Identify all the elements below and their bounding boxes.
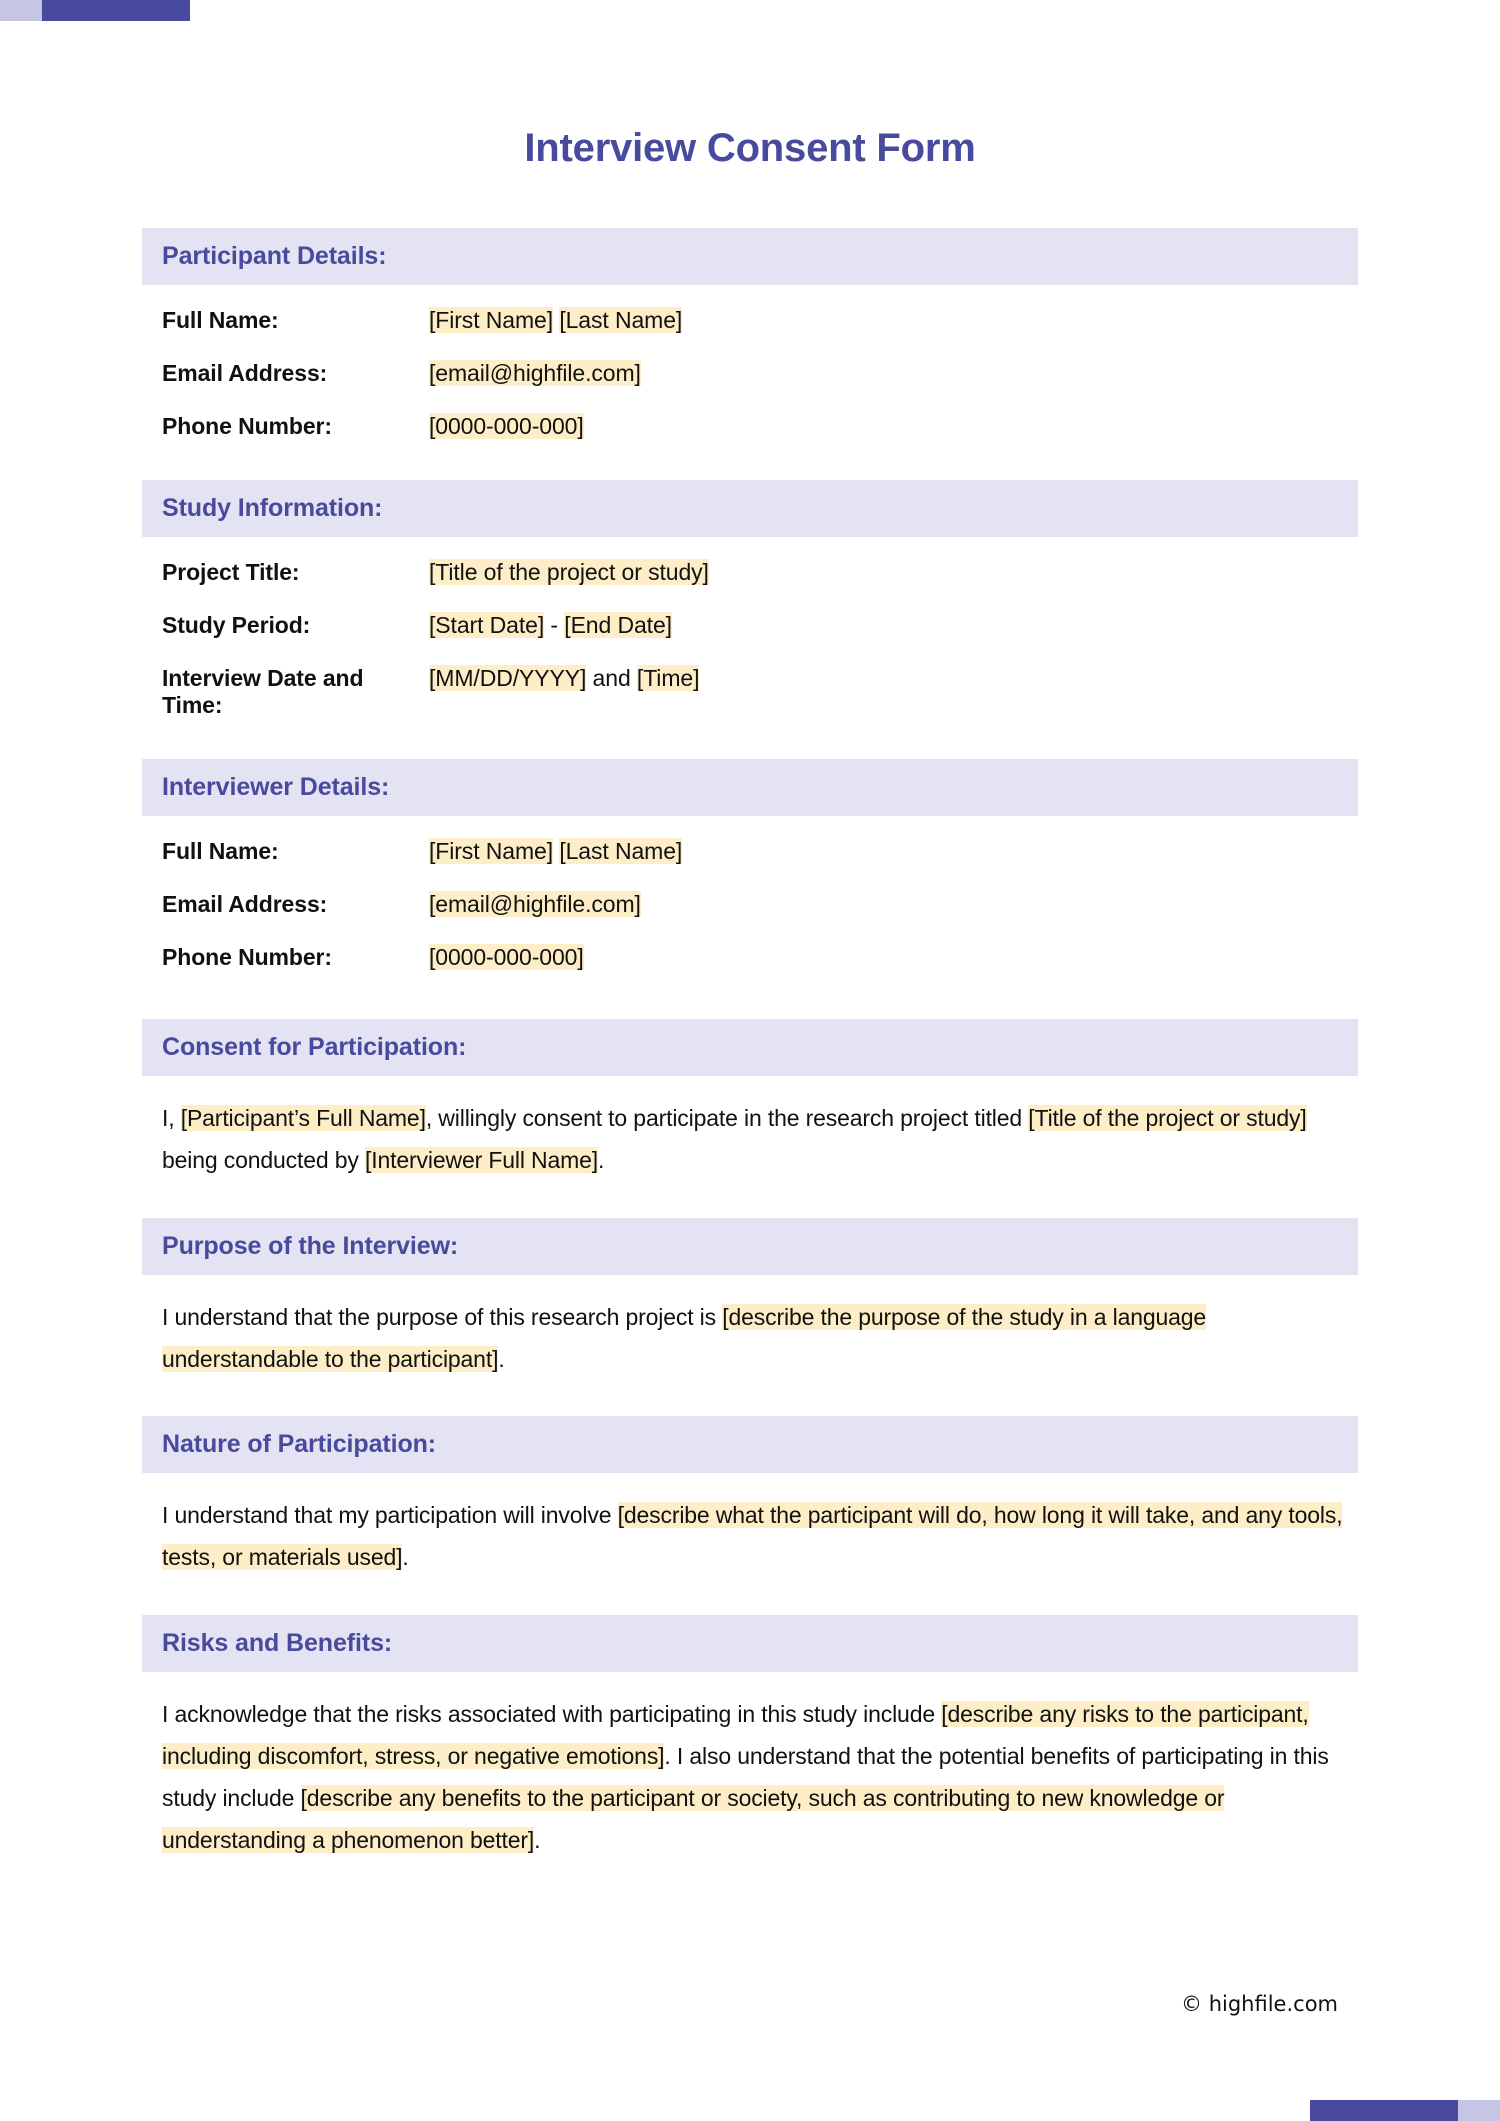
field-value[interactable]: [429, 559, 709, 586]
text-run: .: [498, 1345, 505, 1372]
section-paragraph-consent-for-participation[interactable]: [142, 1076, 1358, 1188]
corner-decoration-top-left-light: [0, 0, 42, 21]
placeholder-highlight: [Title of the project or study]: [429, 559, 709, 585]
placeholder-highlight: [Last Name]: [559, 307, 683, 333]
section-header-nature-of-participation: [142, 1416, 1358, 1473]
text-run: , willingly consent to participate in the research project titled: [425, 1105, 1029, 1131]
section-heading-label: Purpose of the Interview:: [162, 1231, 459, 1260]
section-header-purpose-of-the-interview: [142, 1218, 1358, 1275]
section-spacer: [142, 1188, 1358, 1218]
field-row: [162, 838, 1358, 865]
text-run: .: [402, 1544, 409, 1571]
text-run: and: [586, 665, 637, 691]
section-heading-label: Risks and Benefits:: [162, 1629, 393, 1658]
section-heading-label: Nature of Participation:: [162, 1430, 437, 1459]
field-label: Interview Date and Time:: [162, 665, 364, 718]
corner-decoration-bottom-right-light: [1458, 2100, 1500, 2121]
placeholder-highlight: [describe what the participant will do, how long it will take, and any tools, tests, or materials used]: [162, 1502, 1343, 1571]
field-label: Phone Number:: [162, 944, 332, 970]
section-header-consent-for-participation: [142, 1019, 1358, 1076]
footer-credit: © highfile.com: [1181, 1992, 1338, 2016]
text-run: . I also understand that the potential benefits of participating in this study include: [162, 1743, 1329, 1811]
section-spacer: [142, 737, 1358, 759]
field-row: [162, 307, 1358, 334]
placeholder-highlight: [First Name]: [429, 307, 554, 333]
field-value[interactable]: [429, 891, 641, 918]
placeholder-highlight: [describe any risks to the participant, including discomfort, stress, or negative emotions]: [162, 1701, 1309, 1770]
placeholder-highlight: [email@highfile.com]: [429, 891, 641, 917]
field-value[interactable]: [429, 665, 699, 692]
text-run: I understand that my participation will involve: [162, 1502, 618, 1529]
field-row: [162, 891, 1358, 918]
section-header-study-information: [142, 480, 1358, 537]
field-label: Full Name:: [162, 838, 279, 864]
placeholder-highlight: [Participant’s Full Name]: [180, 1105, 426, 1131]
section-header-interviewer-details: [142, 759, 1358, 816]
field-row: [162, 944, 1358, 971]
text-run: .: [534, 1826, 541, 1853]
placeholder-highlight: [0000-000-000]: [429, 944, 584, 970]
placeholder-highlight: [Interviewer Full Name]: [365, 1146, 599, 1173]
section-paragraph-nature-of-participation[interactable]: [142, 1473, 1358, 1585]
section-heading-label: Consent for Participation:: [162, 1033, 467, 1061]
field-row: [162, 612, 1358, 639]
text-run: -: [544, 612, 565, 638]
field-label: Full Name:: [162, 307, 279, 333]
section-paragraph-purpose-of-the-interview[interactable]: [142, 1275, 1358, 1387]
field-label: Email Address:: [162, 891, 328, 917]
field-row: [162, 559, 1358, 586]
section-body-interviewer-details: [142, 816, 1358, 989]
page-title: Interview Consent Form: [524, 126, 976, 170]
placeholder-highlight: [MM/DD/YYYY]: [429, 665, 587, 691]
document-content: [142, 228, 1358, 1868]
placeholder-highlight: [Title of the project or study]: [1028, 1105, 1307, 1131]
field-value[interactable]: [429, 612, 672, 639]
section-heading-label: Interviewer Details:: [162, 773, 390, 801]
placeholder-highlight: [First Name]: [429, 838, 554, 864]
section-spacer: [142, 458, 1358, 480]
placeholder-highlight: [email@highfile.com]: [429, 360, 641, 386]
field-value[interactable]: [429, 360, 641, 387]
section-header-participant-details: [142, 228, 1358, 285]
text-run: I,: [162, 1105, 181, 1131]
placeholder-highlight: [Time]: [636, 665, 700, 691]
section-paragraph-risks-and-benefits[interactable]: [142, 1672, 1358, 1867]
text-run: I understand that the purpose of this research project is: [162, 1303, 723, 1330]
placeholder-highlight: [describe the purpose of the study in a language understandable to the participant]: [162, 1303, 1207, 1372]
field-label: Phone Number:: [162, 413, 332, 439]
section-heading-label: Study Information:: [162, 494, 383, 522]
field-row: [162, 360, 1358, 387]
field-row: [162, 665, 1358, 719]
placeholder-highlight: [0000-000-000]: [429, 413, 584, 439]
section-body-study-information: [142, 537, 1358, 737]
field-value[interactable]: [429, 838, 682, 865]
corner-decoration-bottom-right-dark: [1310, 2100, 1458, 2121]
placeholder-highlight: [End Date]: [564, 612, 672, 638]
text-run: .: [598, 1146, 605, 1173]
field-label: Study Period:: [162, 612, 311, 638]
field-value[interactable]: [429, 944, 584, 971]
section-spacer: [142, 1585, 1358, 1615]
field-label: Project Title:: [162, 559, 300, 585]
text-run: I acknowledge that the risks associated with participating in this study include: [162, 1701, 942, 1728]
placeholder-highlight: [describe any benefits to the participant or society, such as contributing to new knowledge or understanding a phenomenon better]: [162, 1784, 1225, 1853]
field-value[interactable]: [429, 413, 584, 440]
corner-decoration-top-left-dark: [42, 0, 190, 21]
section-spacer: [142, 989, 1358, 1019]
section-header-risks-and-benefits: [142, 1615, 1358, 1672]
field-label: Email Address:: [162, 360, 328, 386]
section-body-participant-details: [142, 285, 1358, 458]
placeholder-highlight: [Last Name]: [559, 838, 683, 864]
section-heading-label: Participant Details:: [162, 242, 387, 270]
placeholder-highlight: [Start Date]: [429, 612, 545, 638]
text-run: being conducted by: [162, 1146, 366, 1173]
field-row: [162, 413, 1358, 440]
section-spacer: [142, 1386, 1358, 1416]
field-value[interactable]: [429, 307, 682, 334]
